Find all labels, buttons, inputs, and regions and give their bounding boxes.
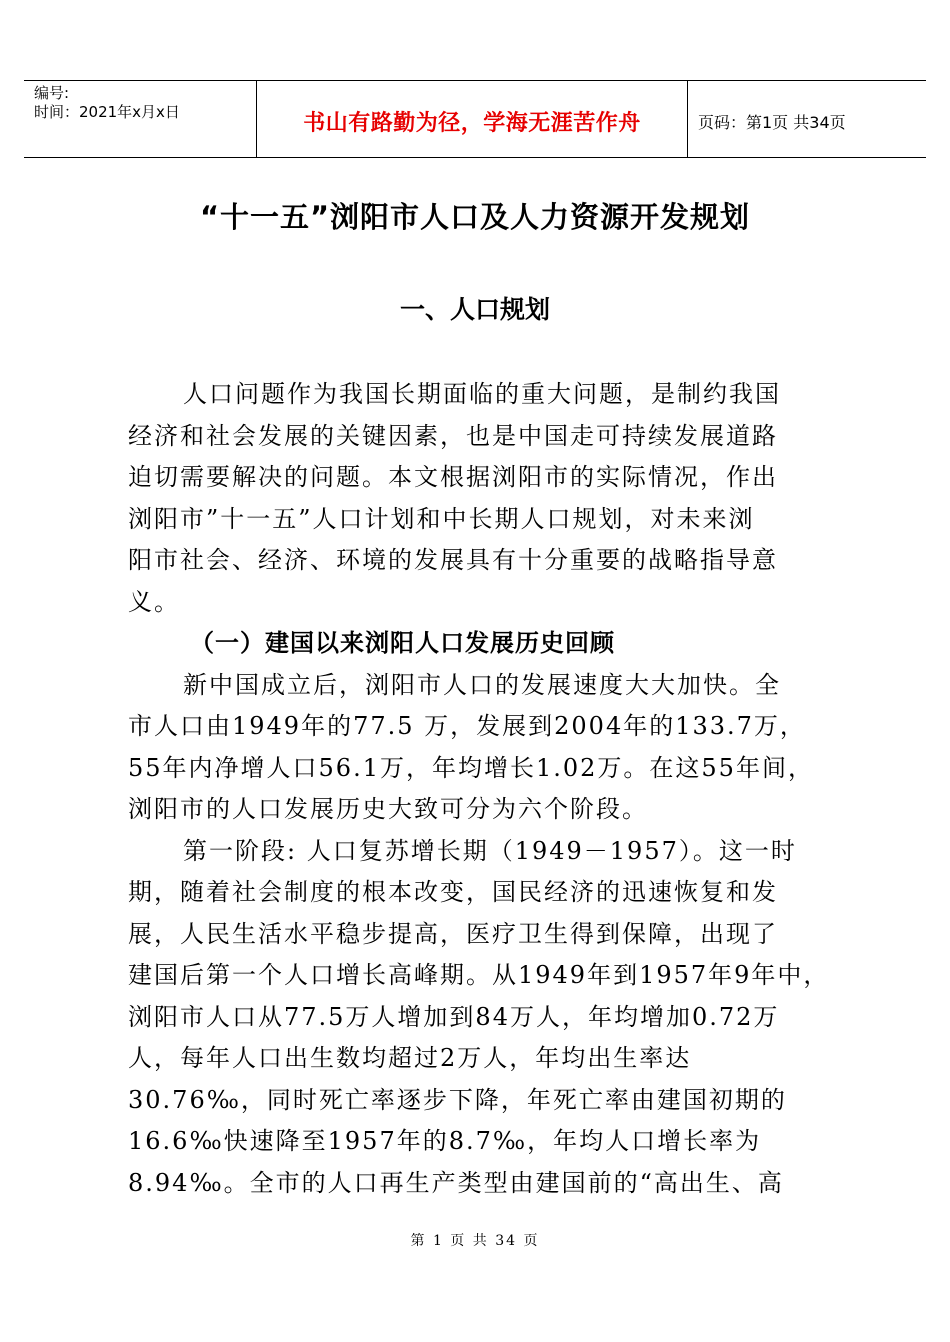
subheading: （一）建国以来浏阳人口发展历史回顾 — [190, 629, 615, 657]
history-paragraph — [128, 665, 828, 1205]
section-title: 一、人口规划 — [399, 295, 550, 324]
text-line: 期，随着社会制度的根本改变，国民经济的迅速恢复和发 — [128, 878, 778, 906]
header-table — [24, 80, 926, 158]
page-footer: 第 1 页 共 34 页 — [410, 1233, 540, 1249]
text-line: 30.76‰，同时死亡率逐步下降，年死亡率由建国初期的 — [128, 1085, 787, 1114]
text-line: 8.94‰。全市的人口再生产类型由建国前的“高出生、高 — [128, 1168, 784, 1197]
text-line: 迫切需要解决的问题。本文根据浏阳市的实际情况，作出 — [128, 463, 778, 491]
text-line: 浏阳市的人口发展历史大致可分为六个阶段。 — [128, 795, 648, 823]
text-line: 建国后第一个人口增长高峰期。从1949年到1957年9年中， — [128, 961, 830, 989]
text-line: 16.6‰快速降至1957年的8.7‰，年均人口增长率为 — [128, 1127, 762, 1155]
intro-paragraph — [128, 374, 828, 623]
header-motto-cell — [257, 81, 688, 157]
text-line: 55年内净增人口56.1万，年均增长1.02万。在这55年间， — [128, 753, 814, 782]
text-line: 人，每年人口出生数均超过2万人，年均出生率达 — [128, 1044, 692, 1072]
header-page-cell — [688, 81, 926, 157]
text-line: 义。 — [128, 587, 180, 616]
text-line: 市人口由1949年的77.5 万，发展到2004年的133.7万， — [128, 712, 806, 740]
text-line: 新中国成立后，浏阳市人口的发展速度大大加快。全 — [183, 670, 781, 699]
text-line: 经济和社会发展的关键因素，也是中国走可持续发展道路 — [128, 421, 778, 450]
text-line: 浏阳市人口从77.5万人增加到84万人，年均增加0.72万 — [128, 1002, 780, 1031]
text-line: 展，人民生活水平稳步提高，医疗卫生得到保障，出现了 — [128, 919, 778, 948]
text-line: 第一阶段: 人口复苏增长期（1949－1957）。这一时 — [183, 836, 797, 865]
text-line: 浏阳市”十一五”人口计划和中长期人口规划，对未来浏 — [128, 504, 755, 533]
text-line: 阳市社会、经济、环境的发展具有十分重要的战略指导意 — [128, 546, 778, 574]
body-text — [128, 374, 828, 1204]
time-label: 时间：2021年x月x日 — [34, 103, 180, 121]
text-line: 人口问题作为我国长期面临的重大问题，是制约我国 — [183, 380, 781, 408]
header-meta — [24, 81, 257, 157]
page-info: 页码：第1页 共34页 — [698, 112, 846, 132]
motto: 书山有路勤为径，学海无涯苦作舟 — [303, 110, 641, 136]
document-title: “十一五”浏阳市人口及人力资源开发规划 — [199, 200, 751, 234]
number-label: 编号: — [34, 84, 70, 102]
